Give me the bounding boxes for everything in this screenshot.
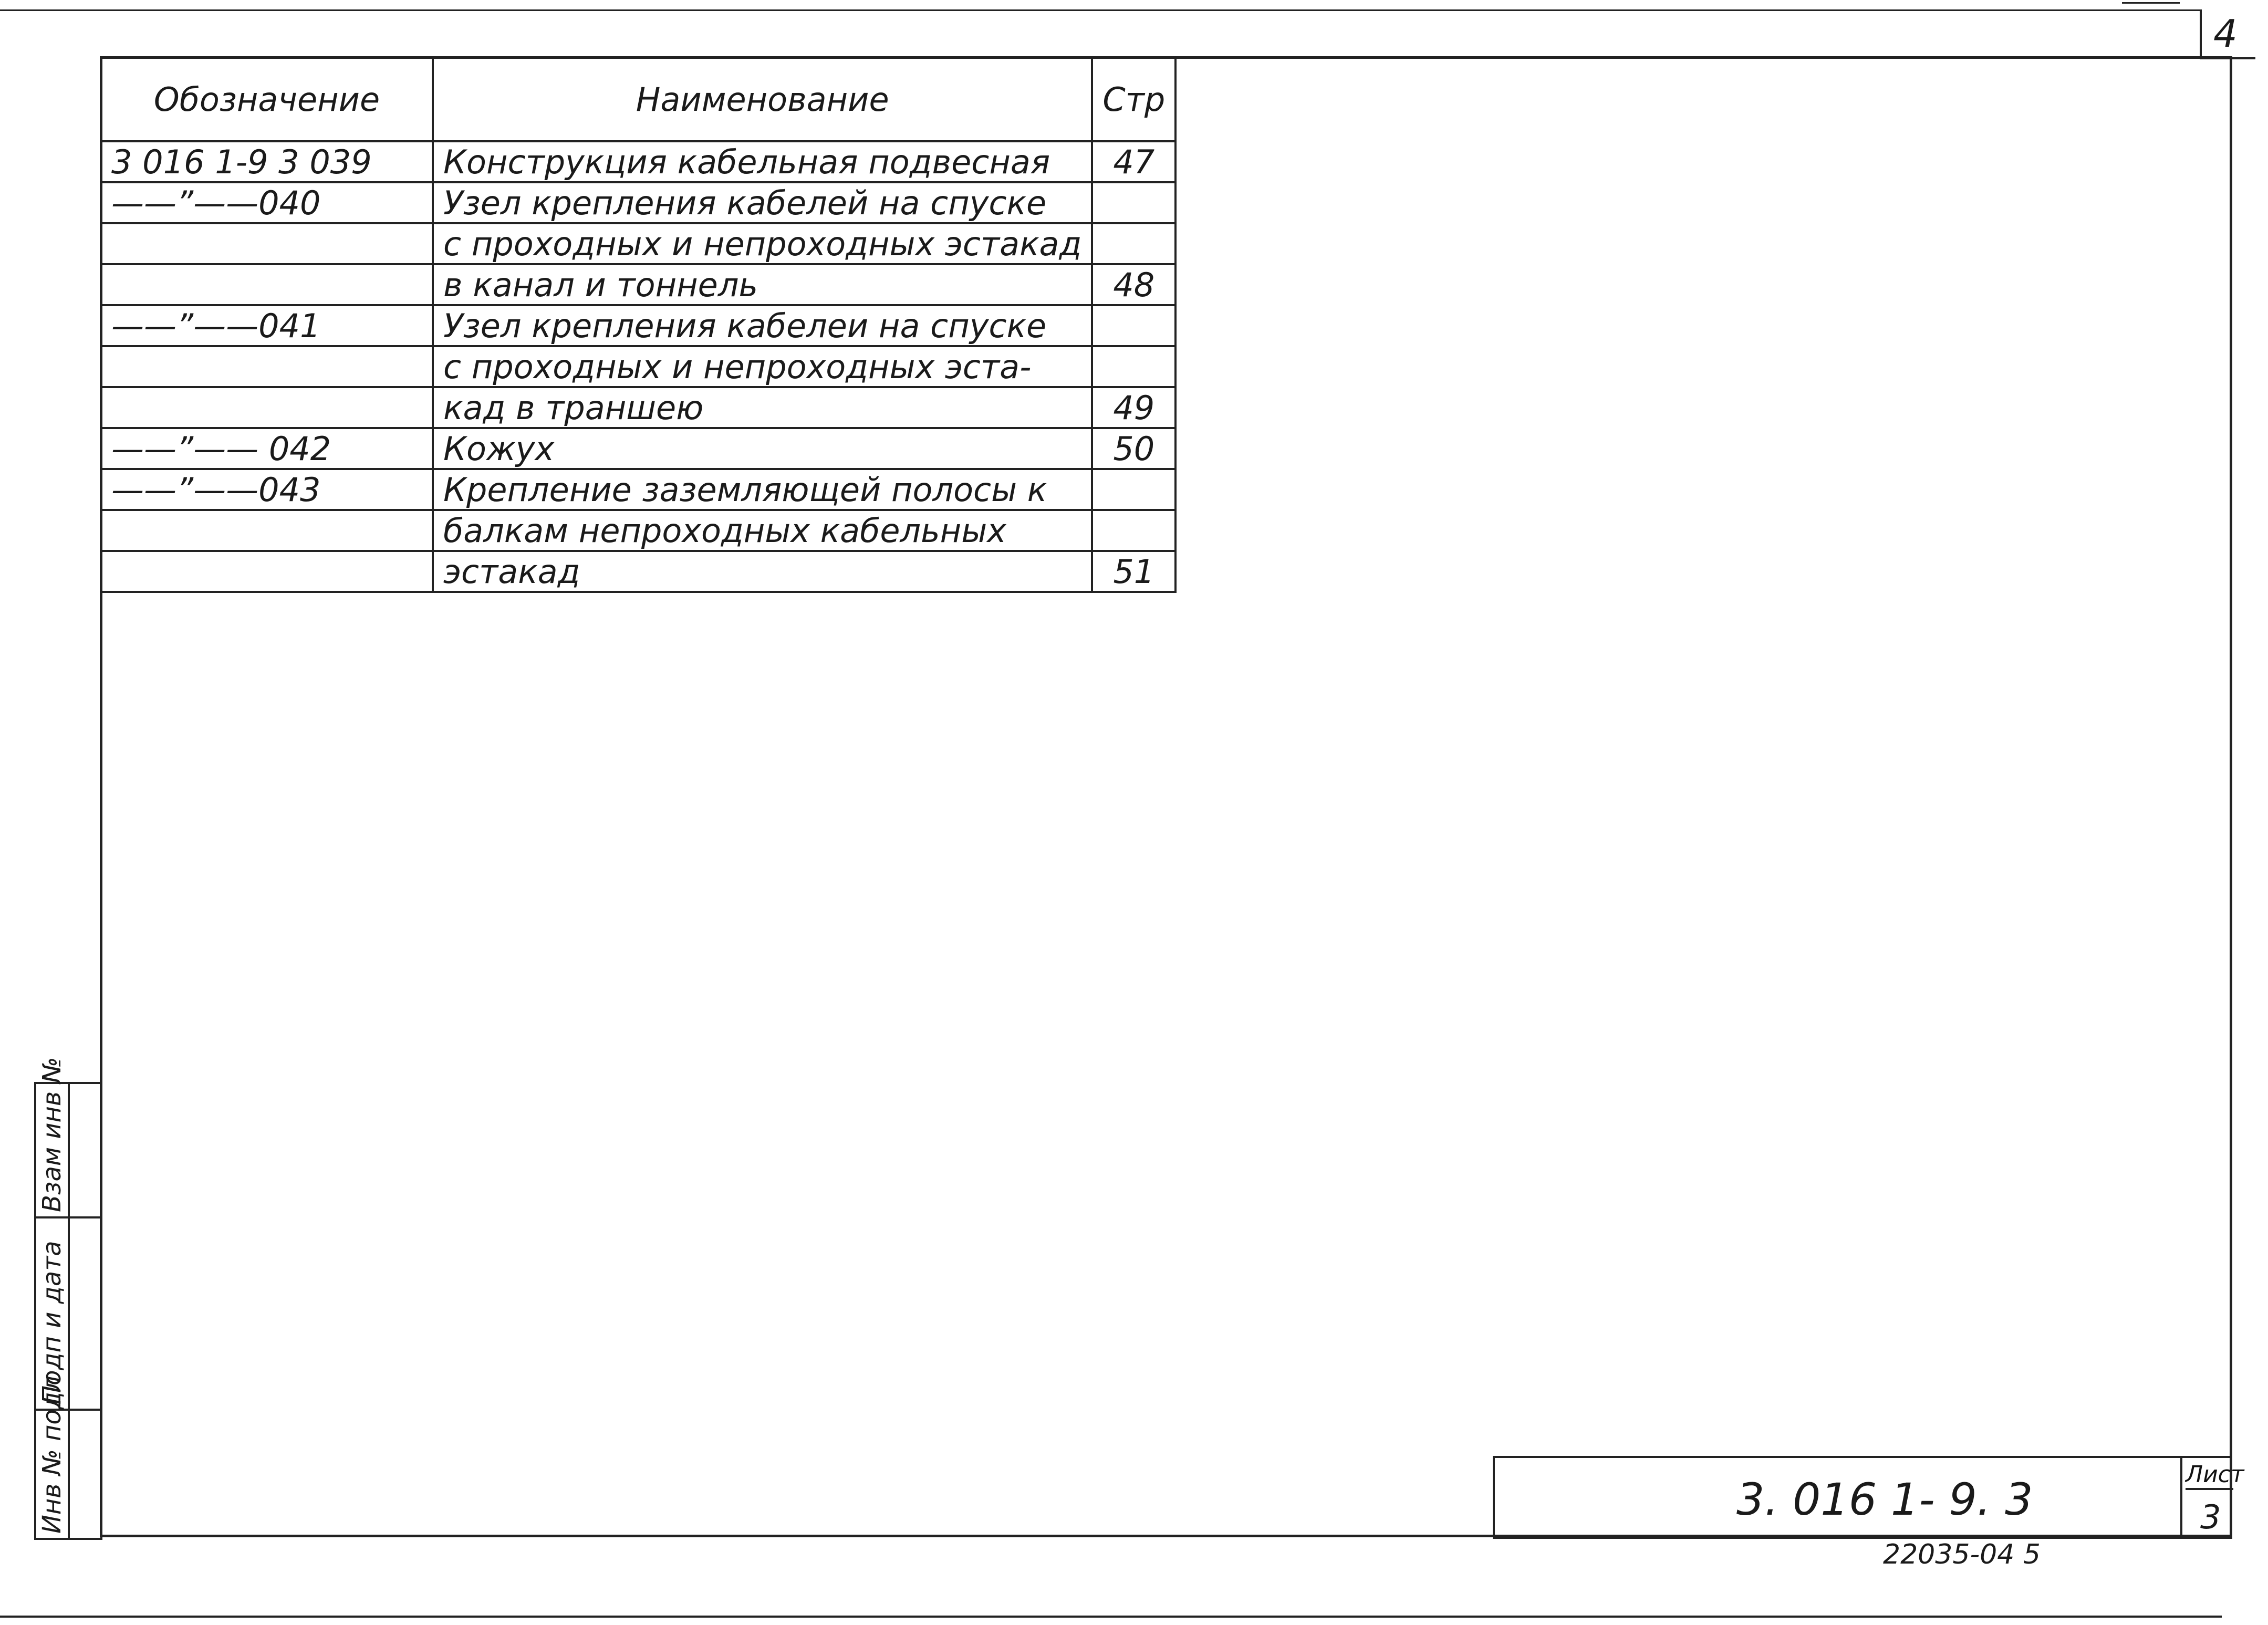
document-code: 3. 016 1- 9. 3 xyxy=(1736,1474,2033,1525)
row-code xyxy=(101,264,433,305)
row-name: Крепление заземляющей полосы к xyxy=(433,469,1092,510)
table-row xyxy=(101,510,1175,551)
row-code: ——”——041 xyxy=(101,305,433,346)
row-code: ——”——043 xyxy=(101,469,433,510)
row-name: с проходных и непроходных эстакад xyxy=(433,223,1092,264)
row-code xyxy=(101,510,433,551)
sheet-label: Лист xyxy=(2186,1461,2233,1490)
sheet-number: 3 xyxy=(2200,1498,2221,1536)
row-page xyxy=(1092,346,1175,387)
table-row xyxy=(101,469,1175,510)
row-code: 3 016 1-9 3 039 xyxy=(101,141,433,182)
row-page xyxy=(1092,305,1175,346)
contents-table xyxy=(100,56,1177,593)
corner-sheet-number: 4 xyxy=(2213,12,2238,56)
stamp-label: Инв № подл xyxy=(37,1376,67,1534)
title-block xyxy=(1493,1456,2244,1539)
row-page: 49 xyxy=(1092,387,1175,428)
row-code xyxy=(101,346,433,387)
row-name: Кожух xyxy=(433,428,1092,469)
header-code: Обозначение xyxy=(101,57,433,141)
row-code: ——”——040 xyxy=(101,182,433,223)
header-name: Наименование xyxy=(433,57,1092,141)
table-row xyxy=(101,182,1175,223)
table-row xyxy=(101,264,1175,305)
stamp-label: Подп и дата xyxy=(37,1241,67,1404)
table-row xyxy=(101,346,1175,387)
row-page xyxy=(1092,510,1175,551)
sheet-box xyxy=(2180,1458,2244,1539)
row-page xyxy=(1092,182,1175,223)
row-name: Конструкция кабельная подвесная xyxy=(433,141,1092,182)
top-tick-mark xyxy=(2122,2,2180,4)
table-row xyxy=(101,428,1175,469)
row-name: Узел крепления кабелей на спуске xyxy=(433,182,1092,223)
stamp-cell-replaced-inv xyxy=(36,1057,100,1218)
row-name: эстакад xyxy=(433,551,1092,592)
row-code xyxy=(101,551,433,592)
row-name: кад в траншею xyxy=(433,387,1092,428)
row-name: балкам непроходных кабельных xyxy=(433,510,1092,551)
top-border-line xyxy=(0,9,2201,11)
table-row xyxy=(101,305,1175,346)
archive-number: 22035-04 5 xyxy=(1883,1539,2041,1570)
bottom-border-line xyxy=(0,1616,2222,1618)
row-name: с проходных и непроходных эста- xyxy=(433,346,1092,387)
row-page xyxy=(1092,223,1175,264)
stamp-cell-original-inv xyxy=(36,1376,100,1538)
table-header-row xyxy=(101,57,1175,141)
table-row xyxy=(101,551,1175,592)
stamp-label: Взам инв № xyxy=(37,1057,67,1212)
row-code xyxy=(101,387,433,428)
row-code: ——”—— 042 xyxy=(101,428,433,469)
margin-stamp xyxy=(34,1057,102,1540)
table-row xyxy=(101,223,1175,264)
row-page: 51 xyxy=(1092,551,1175,592)
table-row xyxy=(101,141,1175,182)
header-page: Стр xyxy=(1092,57,1175,141)
row-name: Узел крепления кабелеи на спуске xyxy=(433,305,1092,346)
row-page: 48 xyxy=(1092,264,1175,305)
corner-sheet-number-box xyxy=(2200,9,2255,59)
row-page xyxy=(1092,469,1175,510)
row-page: 47 xyxy=(1092,141,1175,182)
row-code xyxy=(101,223,433,264)
row-name: в канал и тоннель xyxy=(433,264,1092,305)
table-row xyxy=(101,387,1175,428)
row-page: 50 xyxy=(1092,428,1175,469)
